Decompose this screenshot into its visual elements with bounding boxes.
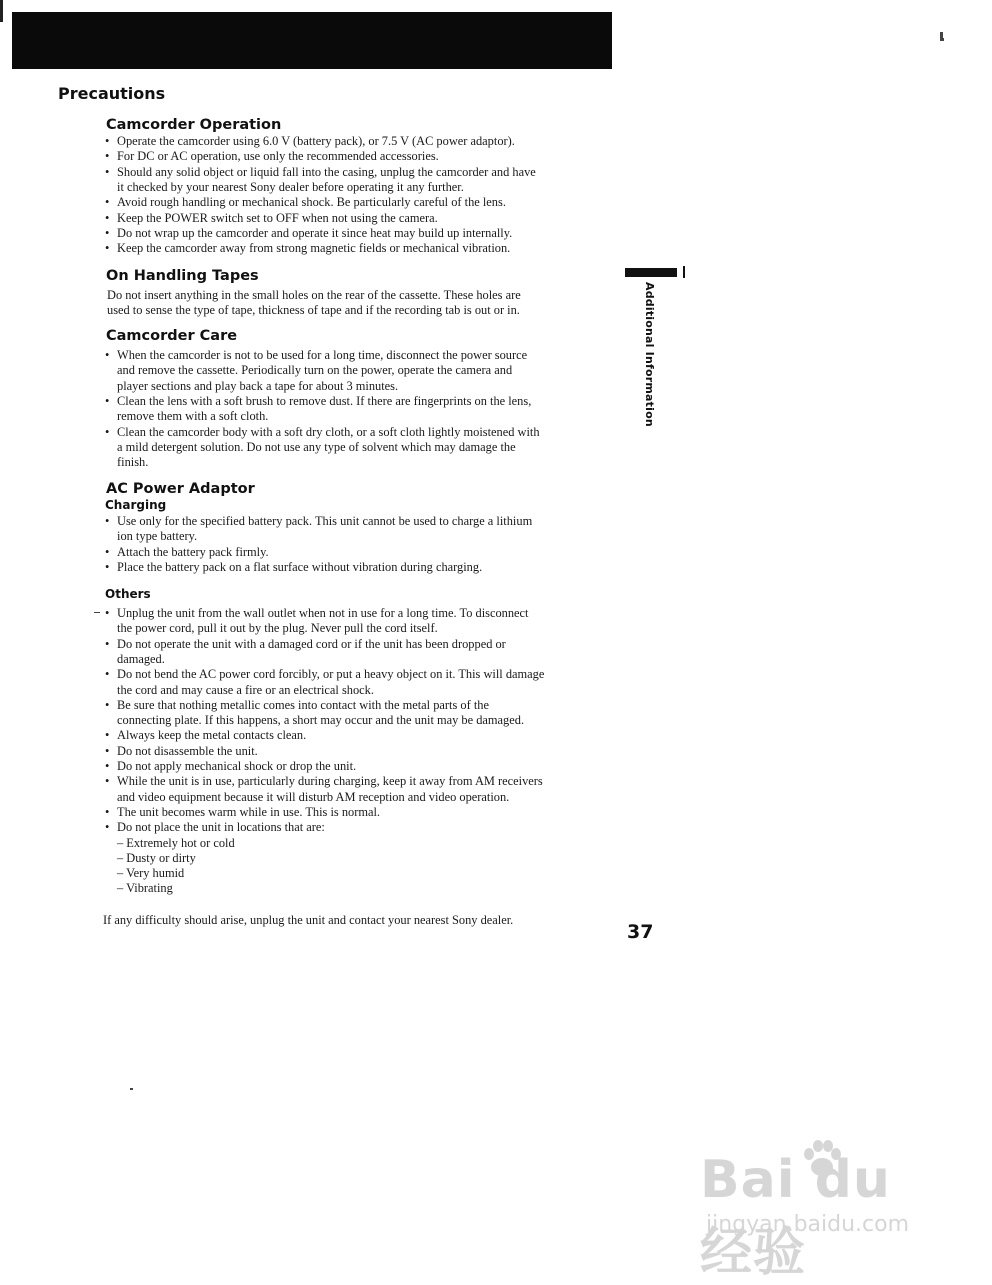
- bullet-icon: •: [105, 697, 110, 712]
- bullet-icon: •: [105, 514, 110, 528]
- bullet-icon: •: [105, 559, 110, 574]
- body-text-line: – Vibrating: [117, 881, 173, 896]
- body-text-line: finish.: [117, 455, 149, 470]
- body-text-line: damaged.: [117, 651, 165, 666]
- section-subheading: Charging: [105, 498, 167, 512]
- bullet-item-text: Do not apply mechanical shock or drop the unit.: [117, 759, 357, 773]
- watermark-url: jingyan.baidu.com: [706, 1212, 910, 1237]
- bullet-icon: •: [105, 164, 110, 179]
- section-heading: AC Power Adaptor: [106, 481, 255, 497]
- bullet-item-text: Place the battery pack on a flat surface without vibration during charging.: [117, 559, 483, 574]
- section-heading: On Handling Tapes: [106, 268, 259, 284]
- tab-bar: [625, 268, 677, 277]
- bullet-icon: •: [105, 728, 110, 743]
- watermark: [700, 1130, 960, 1283]
- body-text-line: and remove the cassette. Periodically turn on the power, operate the camera and: [117, 363, 513, 378]
- bullet-icon: •: [105, 804, 110, 819]
- bullet-icon: •: [105, 225, 110, 240]
- bullet-icon: •: [105, 606, 110, 620]
- body-text-line: player sections and play back a tape for about 3 minutes.: [117, 378, 399, 393]
- tab-mark: [677, 266, 685, 278]
- bullet-icon: •: [105, 134, 110, 148]
- bullet-item-text: Should any solid object or liquid fall into the casing, unplug the camcorder and have: [117, 164, 536, 179]
- body-text-line: – Dusty or dirty: [117, 850, 196, 865]
- bullet-item-text: Do not bend the AC power cord forcibly, or put a heavy object on it. This will damage: [117, 667, 545, 682]
- page-title: Precautions: [58, 84, 166, 103]
- side-section-label: Additional Information: [643, 282, 656, 427]
- section-subheading: Others: [105, 587, 151, 601]
- bullet-item-text: Avoid rough handling or mechanical shock. Be particularly careful of the lens.: [117, 195, 506, 210]
- watermark-logo: Bai du 经验: [700, 1150, 891, 1283]
- scan-speck: [94, 612, 100, 613]
- bullet-item-text: The unit becomes warm while in use. This is normal.: [117, 804, 381, 819]
- body-text-line: – Extremely hot or cold: [117, 835, 235, 850]
- bullet-item-text: While the unit is in use, particularly during charging, keep it away from AM receivers: [117, 774, 543, 789]
- bullet-icon: •: [105, 743, 110, 758]
- bullet-item-text: For DC or AC operation, use only the recommended accessories.: [117, 149, 439, 164]
- bullet-item-text: Use only for the specified battery pack. This unit cannot be used to charge a lithium: [117, 514, 533, 528]
- scan-speck: [940, 38, 944, 41]
- bullet-icon: •: [105, 667, 110, 682]
- bullet-item-text: Do not place the unit in locations that are:: [117, 820, 325, 835]
- bullet-item-text: Be sure that nothing metallic comes into contact with the metal parts of the: [117, 697, 489, 712]
- body-text-line: used to sense the type of tape, thickness of tape and if the recording tab is out or in.: [107, 303, 520, 318]
- section-tab-marker: [625, 266, 687, 278]
- bullet-icon: •: [105, 149, 110, 164]
- body-text-line: remove them with a soft cloth.: [117, 409, 269, 424]
- scan-edge-mark: [0, 0, 3, 22]
- body-text-line: and video equipment because it will disturb AM reception and video operation.: [117, 789, 510, 804]
- bullet-icon: •: [105, 210, 110, 225]
- bullet-item-text: Keep the POWER switch set to OFF when not using the camera.: [117, 210, 438, 225]
- body-text-line: the cord and may cause a fire or an electrical shock.: [117, 682, 374, 697]
- bullet-icon: •: [105, 820, 110, 835]
- bullet-icon: •: [105, 393, 110, 408]
- scan-speck: [130, 1088, 133, 1090]
- body-text-line: ion type battery.: [117, 529, 198, 544]
- bullet-item-text: Always keep the metal contacts clean.: [117, 728, 307, 743]
- header-bar: [12, 12, 612, 69]
- bullet-item-text: Do not wrap up the camcorder and operate it since heat may build up internally.: [117, 225, 513, 240]
- bullet-item-text: Unplug the unit from the wall outlet when not in use for a long time. To disconnect: [117, 606, 529, 620]
- bullet-icon: •: [105, 241, 110, 256]
- bullet-item-text: Clean the camcorder body with a soft dry cloth, or a soft cloth lightly moistened with: [117, 424, 540, 439]
- body-text-line: it checked by your nearest Sony dealer before operating it any further.: [117, 179, 464, 194]
- body-text-line: the power cord, pull it out by the plug. Never pull the cord itself.: [117, 621, 438, 636]
- bullet-icon: •: [105, 774, 110, 789]
- bullet-item-text: Do not operate the unit with a damaged cord or if the unit has been dropped or: [117, 636, 506, 651]
- body-text-line: connecting plate. If this happens, a short may occur and the unit may be damaged.: [117, 713, 525, 728]
- body-text-line: Do not insert anything in the small holes on the rear of the cassette. These holes are: [107, 288, 521, 302]
- bullet-item-text: Clean the lens with a soft brush to remove dust. If there are fingerprints on the lens,: [117, 393, 532, 408]
- bullet-icon: •: [105, 348, 110, 362]
- bullet-icon: •: [105, 195, 110, 210]
- bullet-item-text: Do not disassemble the unit.: [117, 743, 258, 758]
- bullet-icon: •: [105, 636, 110, 651]
- section-heading: Camcorder Operation: [106, 117, 282, 133]
- page-number: 37: [627, 921, 654, 943]
- bullet-icon: •: [105, 424, 110, 439]
- bullet-item-text: Attach the battery pack firmly.: [117, 544, 269, 559]
- bullet-item-text: Operate the camcorder using 6.0 V (battery pack), or 7.5 V (AC power adaptor).: [117, 134, 515, 148]
- body-text-line: a mild detergent solution. Do not use any type of solvent which may damage the: [117, 439, 516, 454]
- bullet-item-text: When the camcorder is not to be used for a long time, disconnect the power source: [117, 348, 528, 362]
- bullet-icon: •: [105, 759, 110, 773]
- bullet-icon: •: [105, 544, 110, 559]
- section-heading: Camcorder Care: [106, 328, 238, 344]
- bullet-item-text: Keep the camcorder away from strong magnetic fields or mechanical vibration.: [117, 241, 511, 256]
- footer-note: If any difficulty should arise, unplug the unit and contact your nearest Sony dealer.: [103, 913, 514, 927]
- body-text-line: – Very humid: [117, 866, 185, 881]
